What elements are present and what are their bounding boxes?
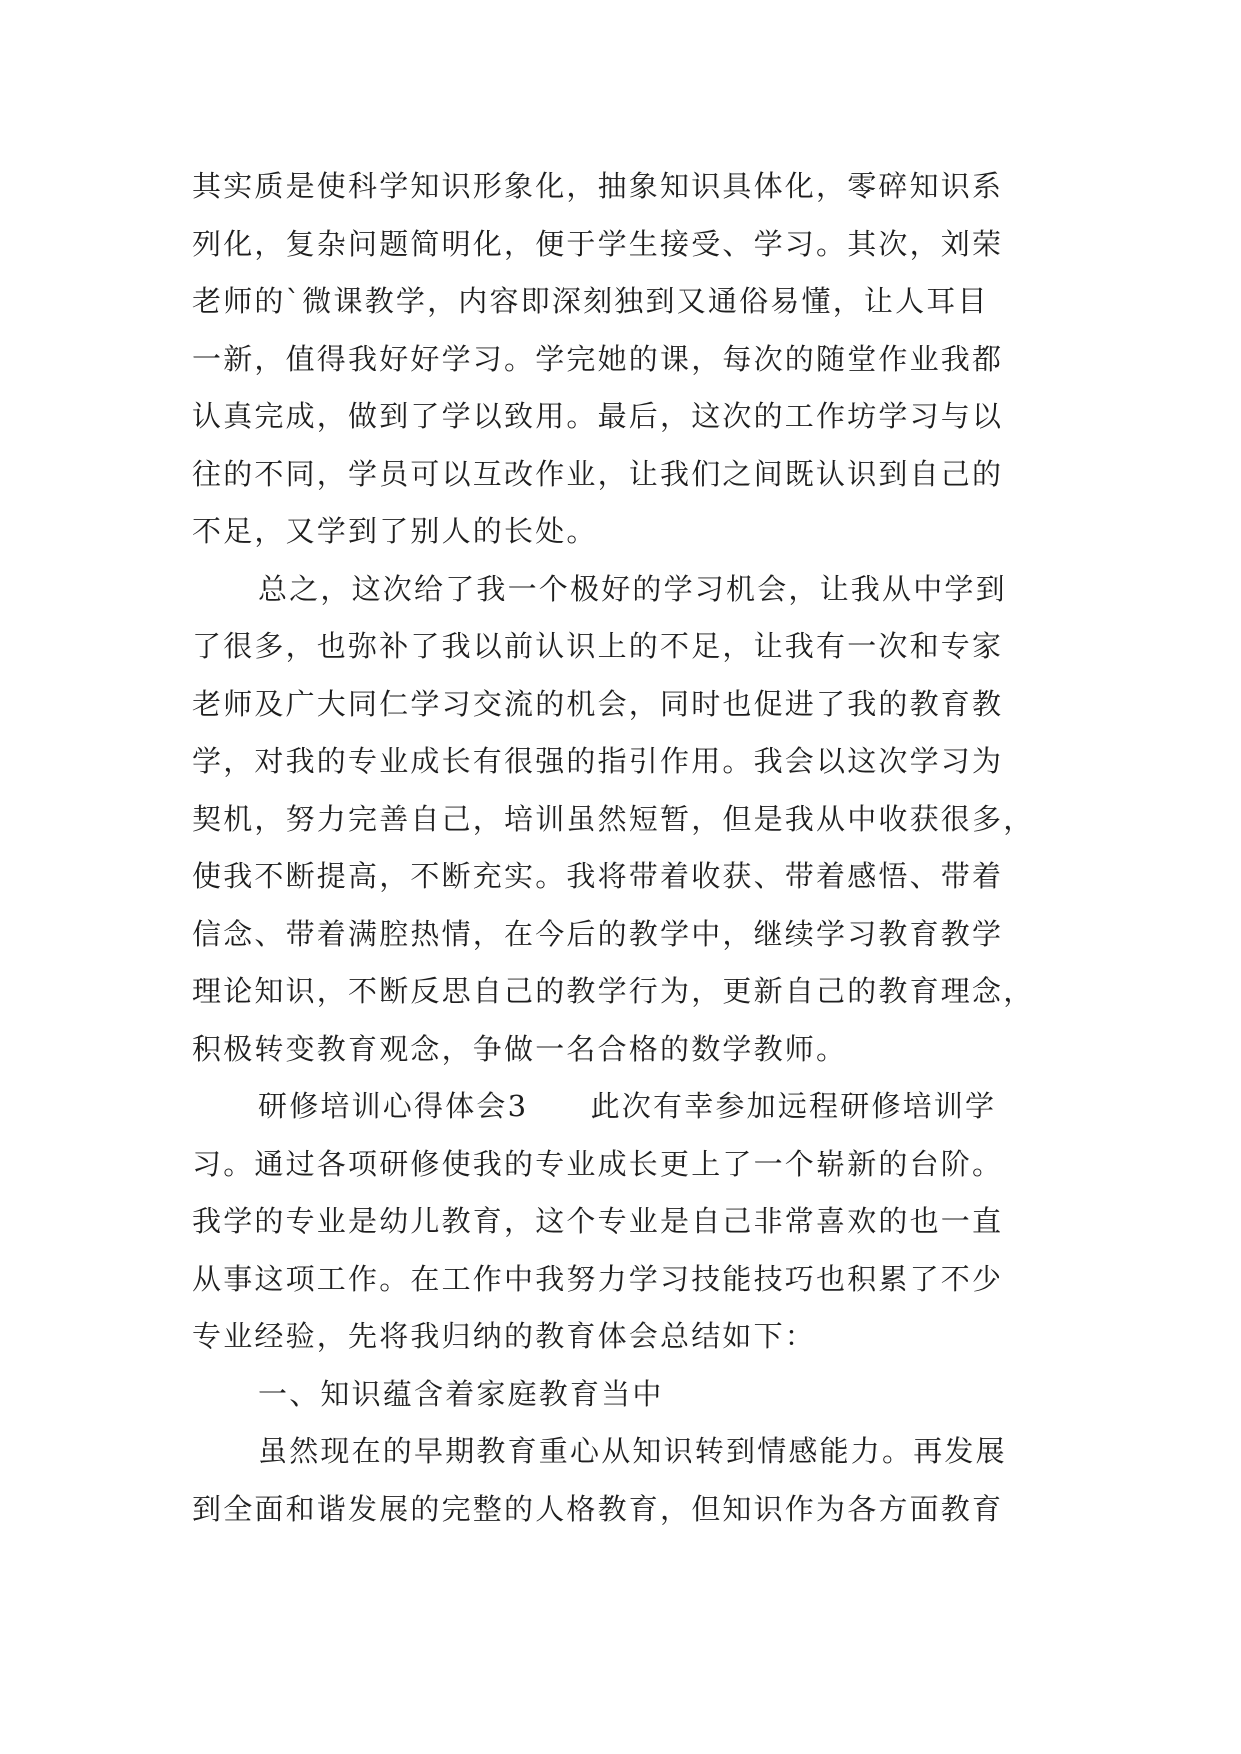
text-line: 习。通过各项研修使我的专业成长更上了一个崭新的台阶。 — [192, 1146, 1004, 1181]
text-line: 积极转变教育观念，争做一名合格的数学教师。 — [192, 1031, 848, 1066]
text-line: 到全面和谐发展的完整的人格教育，但知识作为各方面教育 — [192, 1491, 1004, 1526]
text-line: 虽然现在的早期教育重心从知识转到情感能力。再发展 — [258, 1434, 1007, 1468]
text-line: 学，对我的专业成长有很强的指引作用。我会以这次学习为 — [192, 744, 1004, 778]
text-line: 其实质是使科学知识形象化，抽象知识具体化，零碎知识系 — [192, 169, 1004, 203]
text-line: 认真完成，做到了学以致用。最后，这次的工作坊学习与以 — [192, 399, 1004, 433]
text-line: 我学的专业是幼儿教育，这个专业是自己非常喜欢的也一直 — [192, 1204, 1004, 1238]
text-line: 专业经验，先将我归纳的教育体会总结如下： — [192, 1319, 817, 1353]
text-line: 老师的`微课教学，内容即深刻独到又通俗易懂，让人耳目 — [192, 284, 989, 318]
text-line: 了很多，也弥补了我以前认识上的不足，让我有一次和专家 — [192, 629, 1004, 663]
text-line: 总之，这次给了我一个极好的学习机会，让我从中学到 — [258, 571, 1007, 606]
document-body — [192, 158, 1052, 1538]
text-line: 信念、带着满腔热情，在今后的教学中，继续学习教育教学 — [192, 916, 1004, 951]
text-line: 列化，复杂问题简明化，便于学生接受、学习。其次，刘荣 — [192, 226, 1004, 261]
text-line: 使我不断提高，不断充实。我将带着收获、带着感悟、带着 — [192, 859, 1004, 893]
text-line: 契机，努力完善自己，培训虽然短暂，但是我从中收获很多， — [192, 801, 1035, 836]
text-line: 研修培训心得体会3 此次有幸参加远程研修培训学 — [258, 1089, 997, 1123]
text-line: 从事这项工作。在工作中我努力学习技能技巧也积累了不少 — [192, 1261, 1004, 1296]
text-line: 不足，又学到了别人的长处。 — [192, 514, 598, 548]
text-line: 往的不同，学员可以互改作业，让我们之间既认识到自己的 — [192, 456, 1004, 491]
text-line: 老师及广大同仁学习交流的机会，同时也促进了我的教育教 — [192, 686, 1004, 721]
text-line: 一新，值得我好好学习。学完她的课，每次的随堂作业我都 — [192, 341, 1004, 376]
text-line: 一、知识蕴含着家庭教育当中 — [258, 1376, 664, 1411]
text-line: 理论知识，不断反思自己的教学行为，更新自己的教育理念， — [192, 974, 1035, 1008]
